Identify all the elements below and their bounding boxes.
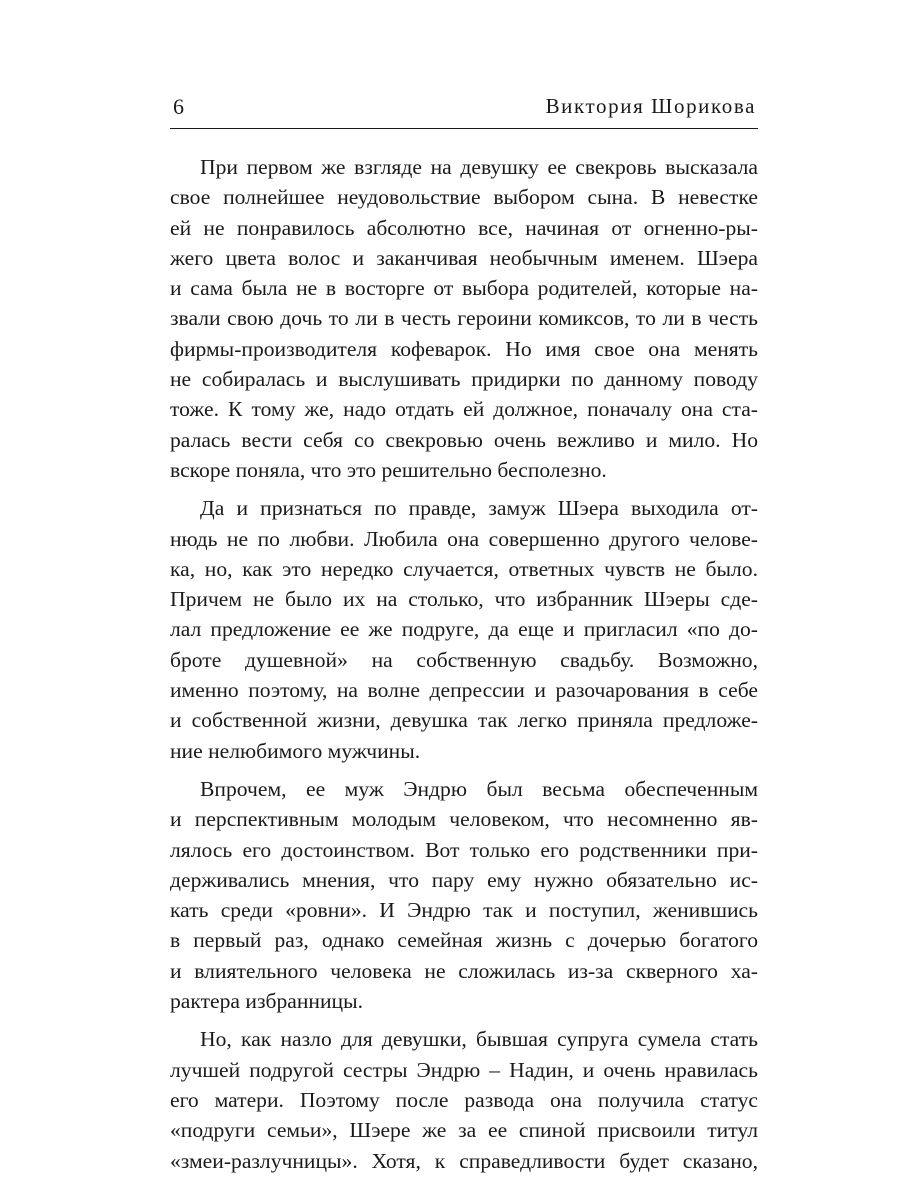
paragraph-4	[170, 1024, 758, 1175]
text-line: жего цвета волос и заканчивая необычным именем. Шэера	[170, 245, 758, 270]
text-line: Да и признаться по правде, замуж Шэера выходила от-	[200, 496, 758, 521]
text-line: лучшей подругой сестры Эндрю – Надин, и очень нравилась	[170, 1057, 758, 1082]
text-line: Причем не было их на столько, что избранник Шэеры сде-	[170, 587, 758, 612]
text-line: нюдь не по любви. Любила она совершенно другого челове-	[170, 526, 758, 551]
text-line: кать среди «ровни». И Эндрю так и поступил, женившись	[170, 898, 758, 923]
page-header	[170, 92, 758, 129]
text-line: свое полнейшее неудовольствие выбором сына. В невестке	[170, 185, 758, 210]
text-line: и собственной жизни, девушка так легко приняла предложе-	[170, 708, 758, 733]
text-line: и перспективным молодым человеком, что несомненно яв-	[170, 807, 758, 832]
text-line: рактера избранницы.	[170, 989, 363, 1014]
running-title-author: Виктория Шорикова	[545, 94, 756, 118]
text-line: лялось его достоинством. Вот только его родственники при-	[170, 837, 758, 862]
text-line: ние нелюбимого мужчины.	[170, 738, 421, 763]
text-line: броте душевной» на собственную свадьбу. Возможно,	[170, 647, 758, 672]
paragraph-1	[170, 152, 758, 485]
text-line: в первый раз, однако семейная жизнь с дочерью богатого	[170, 928, 758, 953]
text-line: фирмы-производителя кофеварок. Но имя свое она менять	[170, 336, 758, 361]
text-line: При первом же взгляде на девушку ее свекровь высказала	[200, 155, 758, 179]
text-line: тоже. К тому же, надо отдать ей должное, поначалу она ста-	[170, 397, 758, 422]
text-line: ей не понравилось абсолютно все, начиная от огненно-ры-	[170, 215, 758, 240]
text-line: «подруги семьи», Шэере же за ее спиной присвоили титул	[170, 1118, 758, 1143]
text-line: ралась вести себя со свекровью очень вежливо и мило. Но	[170, 427, 758, 452]
text-line: его матери. Поэтому после развода она получила статус	[170, 1087, 758, 1112]
text-line: и влиятельного человека не сложилась из-за скверного ха-	[170, 958, 758, 983]
paragraph-3	[170, 774, 758, 1016]
text-line: и сама была не в восторге от выбора родителей, которые на-	[170, 276, 758, 301]
text-line: держивались мнения, что пару ему нужно обязательно ис-	[170, 867, 758, 892]
text-line: Впрочем, ее муж Эндрю был весьма обеспеченным	[200, 776, 758, 801]
text-line: вскоре поняла, что это решительно бесполезно.	[170, 457, 607, 482]
text-line: именно поэтому, на волне депрессии и разочарования в себе	[170, 678, 758, 703]
text-line: звали свою дочь то ли в честь героини комиксов, то ли в честь	[170, 306, 758, 331]
paragraph-2	[170, 493, 758, 766]
text-line: не собиралась и выслушивать придирки по данному поводу	[170, 367, 758, 392]
text-line: лал предложение ее же подруге, да еще и пригласил «по до-	[170, 617, 758, 642]
page-number: 6	[173, 94, 185, 119]
body-text	[170, 152, 758, 1176]
text-line: Но, как назло для девушки, бывшая супруга сумела стать	[200, 1027, 758, 1052]
text-line: ка, но, как это нередко случается, ответных чувств не было.	[170, 556, 758, 581]
text-line: «змеи-разлучницы». Хотя, к справедливости будет сказано,	[170, 1148, 758, 1173]
